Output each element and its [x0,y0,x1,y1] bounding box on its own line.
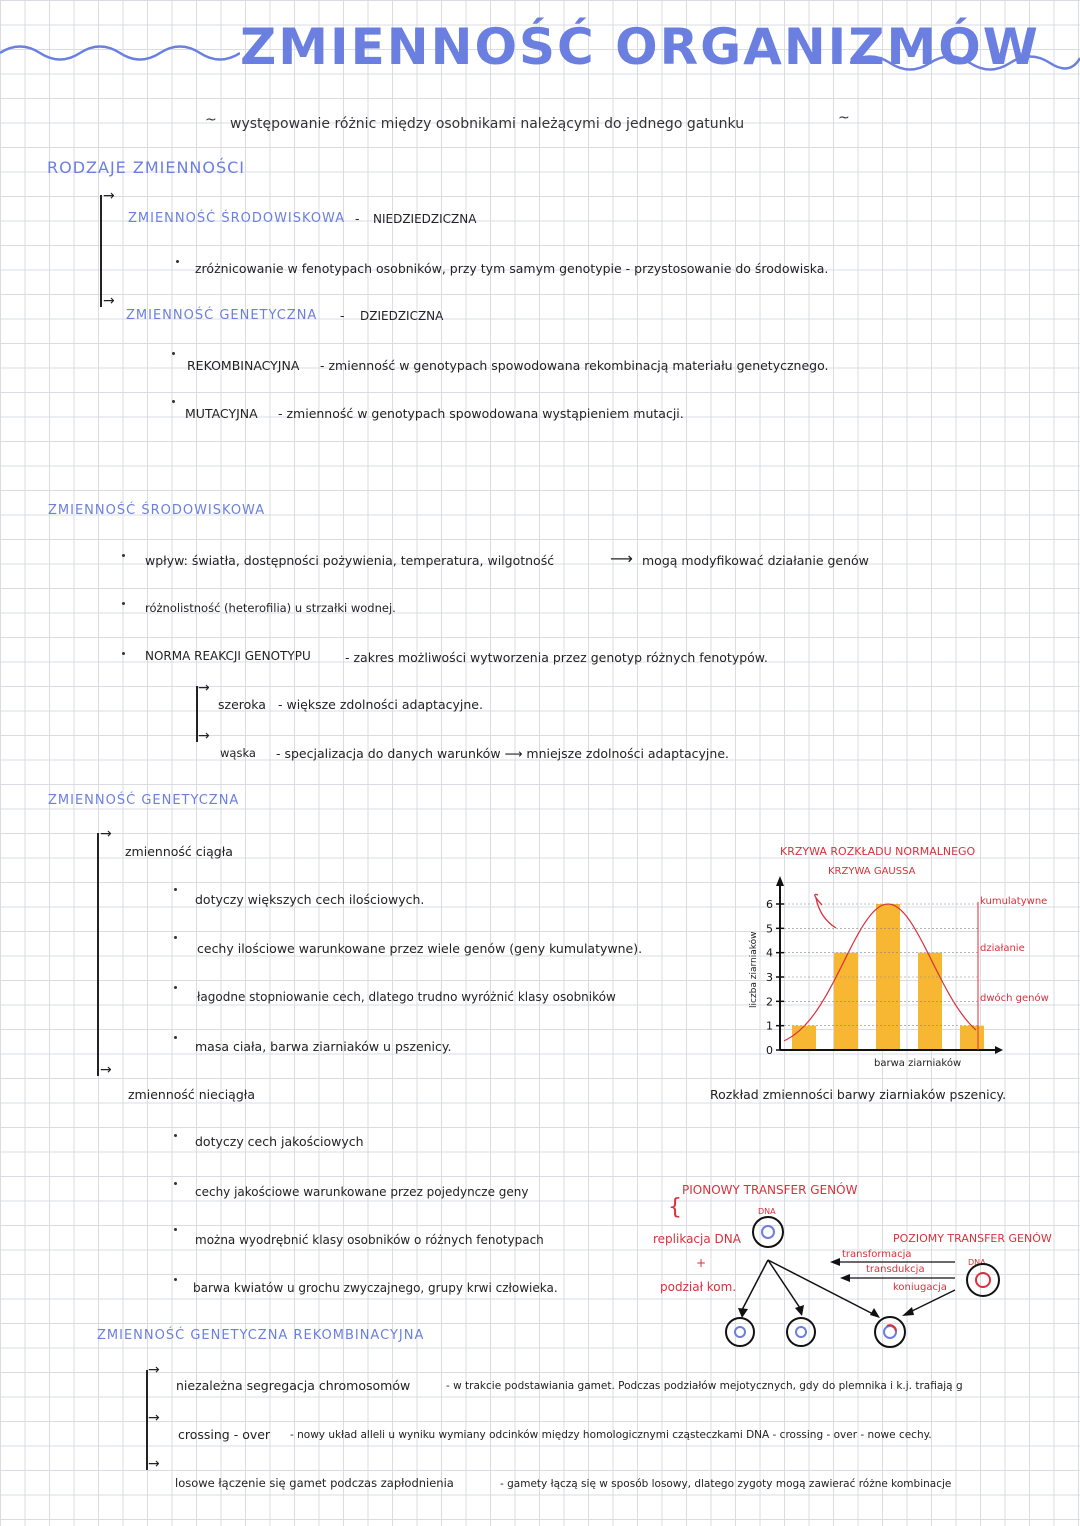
tree-line [97,833,99,1076]
plus-label: + [696,1256,707,1270]
bullet [174,1036,177,1039]
bullet [174,936,177,939]
tree-arrow: → [100,1062,112,1078]
parent-dna [762,1226,774,1238]
bullet [174,1278,177,1281]
bullet [174,986,177,989]
genetyczna-tag: DZIEDZICZNA [360,309,444,323]
replikacja-label: replikacja DNA [653,1232,741,1246]
ciagla-heading: zmienność ciągła [125,844,233,859]
bullet [174,1182,177,1185]
y-tick-label: 5 [766,922,773,936]
ciagla-item: masa ciała, barwa ziarniaków u pszenicy. [195,1039,452,1054]
mutacyjna-desc: - zmienność w genotypach spowodowana wystąpieniem mutacji. [278,406,684,421]
nieciagla-item: barwa kwiatów u grochu zwyczajnego, grupy krwi człowieka. [193,1281,558,1295]
transfer-arrow [910,1290,955,1312]
bullet [172,352,175,355]
annotation-line-1: kumulatywne [980,896,1048,907]
chart-caption: Rozkład zmienności barwy ziarniaków pszenicy. [710,1087,1007,1102]
chart-title: KRZYWA ROZKŁADU NORMALNEGO [780,845,976,858]
daughter-cell [726,1318,754,1346]
section-genetyczna-heading: ZMIENNOŚĆ GENETYCZNA [48,793,240,808]
brace: { [668,1195,682,1220]
division-arrowhead [870,1308,880,1318]
koniugacja-label: koniugacja [893,1282,947,1293]
tree-arrow: → [198,680,210,696]
transfer-arrowhead [840,1274,850,1282]
annotation-line-2: działanie [980,943,1025,954]
rekombinacyjna-desc: - zmienność w genotypach spowodowana rekombinacją materiału genetycznego. [320,358,829,373]
transfer-arrowhead [830,1258,840,1266]
transfer-arrowhead [902,1307,914,1316]
donor-cell [967,1264,999,1296]
bullet [174,888,177,891]
division-arrowhead [738,1308,748,1318]
rekombinacyjna-name: REKOMBINACYJNA [187,358,300,373]
chart-ylabel: liczba ziarniaków [749,931,759,1008]
waska-desc: - specjalizacja do danych warunków ⟶ mniejsze zdolności adaptacyjne. [276,746,729,761]
transdukcja-label: transdukcja [866,1264,925,1275]
annotation-line-3: dwóch genów [980,993,1049,1004]
y-tick-label: 0 [766,1044,773,1057]
division-line [768,1260,800,1308]
bullet [122,652,125,655]
subtitle-tilde-right: ~ [838,110,850,126]
genetyczna-dash: - [340,308,345,323]
dna-label-vertical: DNA [758,1207,776,1216]
tree-arrow: → [100,826,112,842]
poziomy-heading: POZIOMY TRANSFER GENÓW [893,1232,1052,1245]
nieciagla-item: dotyczy cech jakościowych [195,1134,364,1149]
daughter-dna [796,1327,806,1337]
dna-label-horizontal: DNA [968,1258,986,1267]
recipient-cell [875,1317,905,1347]
waska-label: wąska [220,746,256,760]
srodowiskowa-desc: zróżnicowanie w fenotypach osobników, przy tym samym genotypie - przystosowanie do środowiska. [195,261,829,276]
subtitle-tilde-left: ~ [205,112,217,128]
genetyczna-name: ZMIENNOŚĆ GENETYCZNA [126,308,318,323]
wplyw-result: mogą modyfikować działanie genów [642,553,869,568]
parent-cell [753,1217,783,1247]
rekomb-item-label: crossing - over [178,1427,271,1442]
division-line [742,1260,768,1310]
title-wave-left [0,38,240,68]
srodowiskowa-tag: NIEDZIEDZICZNA [373,212,477,226]
wplyw-text: wpływ: światła, dostępności pożywienia, temperatura, wilgotność [145,553,555,568]
title-wave-right [850,48,1080,78]
y-tick-label: 1 [766,1019,773,1033]
daughter-cell [787,1318,815,1346]
szeroka-label: szeroka [218,697,266,712]
transformacja-label: transformacja [842,1249,912,1260]
section-rekombinacyjna-heading: ZMIENNOŚĆ GENETYCZNA REKOMBINACYJNA [97,1328,425,1343]
bullet [176,260,179,263]
rekomb-item-desc: - w trakcie podstawiania gamet. Podczas podziałów mejotycznych, gdy do plemnika i k.j. trafiają g [446,1380,963,1392]
nieciagla-heading: zmienność nieciągła [128,1087,255,1102]
tree-arrow: → [148,1456,160,1472]
roznolistnosc-text: różnolistność (heterofilia) u strzałki wodnej. [145,601,396,615]
wplyw-arrow: ⟶ [610,549,633,568]
rekomb-item-label: niezależna segregacja chromosomów [176,1378,411,1393]
section-rodzaje-heading: RODZAJE ZMIENNOŚCI [47,158,246,177]
tree-arrow: → [148,1410,160,1426]
daughter-dna [735,1327,745,1337]
bullet [122,602,125,605]
ciagla-item: cechy ilościowe warunkowane przez wiele genów (geny kumulatywne). [197,941,643,956]
nieciagla-item: można wyodrębnić klasy osobników o różnych fenotypach [195,1233,544,1247]
szeroka-desc: - większe zdolności adaptacyjne. [278,697,483,712]
tree-arrow: → [148,1362,160,1378]
section-srodowiskowa-heading: ZMIENNOŚĆ ŚRODOWISKOWA [48,503,266,518]
ciagla-item: dotyczy większych cech ilościowych. [195,892,425,907]
x-axis-arrowhead [995,1046,1003,1054]
chart-subtitle: KRZYWA GAUSSA [828,866,916,877]
tree-line [100,195,102,307]
division-line [768,1260,875,1315]
bullet [172,400,175,403]
subtitle: występowanie różnic między osobnikami należącymi do jednego gatunku [230,116,745,132]
y-axis-arrowhead [776,876,784,886]
y-tick-label: 3 [766,971,773,984]
podzial-label: podział kom. [660,1280,737,1294]
rekomb-item-desc: - gamety łączą się w sposób losowy, dlatego zygoty mogą zawierać różne kombinacje [500,1478,952,1490]
ciagla-item: łagodne stopniowanie cech, dlatego trudno wyróżnić klasy osobników [197,990,616,1004]
chart-bar [960,1026,984,1050]
mutacyjna-name: MUTACYJNA [185,406,258,421]
tree-arrow: → [198,728,210,744]
page-title: ZMIENNOŚĆ ORGANIZMÓW [240,18,1040,76]
y-tick-label: 2 [766,995,773,1009]
transfer-diagram [700,1200,1080,1360]
chart-bar [792,1026,816,1050]
nieciagla-item: cechy jakościowe warunkowane przez pojedyncze geny [195,1185,529,1199]
rekomb-item-label: losowe łączenie się gamet podczas zapłodnienia [175,1476,454,1490]
gauss-chart [740,870,1080,1070]
bullet [122,554,125,557]
y-tick-label: 4 [766,946,773,960]
srodowiskowa-name: ZMIENNOŚĆ ŚRODOWISKOWA [128,211,346,226]
bullet [174,1134,177,1137]
donor-dna [976,1273,990,1287]
tree-arrow: → [103,293,115,309]
chart-xlabel: barwa ziarniaków [874,1058,962,1069]
bullet [174,1228,177,1231]
srodowiskowa-dash: - [355,211,360,226]
y-tick-label: 6 [766,898,773,911]
norma-label: NORMA REAKCJI GENOTYPU [145,649,311,663]
rekomb-item-desc: - nowy układ alleli u wyniku wymiany odcinków między homologicznymi cząsteczkami DNA - crossing - over - nowe cechy. [290,1429,932,1441]
division-arrowhead [795,1305,804,1316]
pionowy-heading: PIONOWY TRANSFER GENÓW [682,1183,858,1197]
norma-desc: - zakres możliwości wytworzenia przez genotyp różnych fenotypów. [345,650,768,665]
tree-arrow: → [103,188,115,204]
